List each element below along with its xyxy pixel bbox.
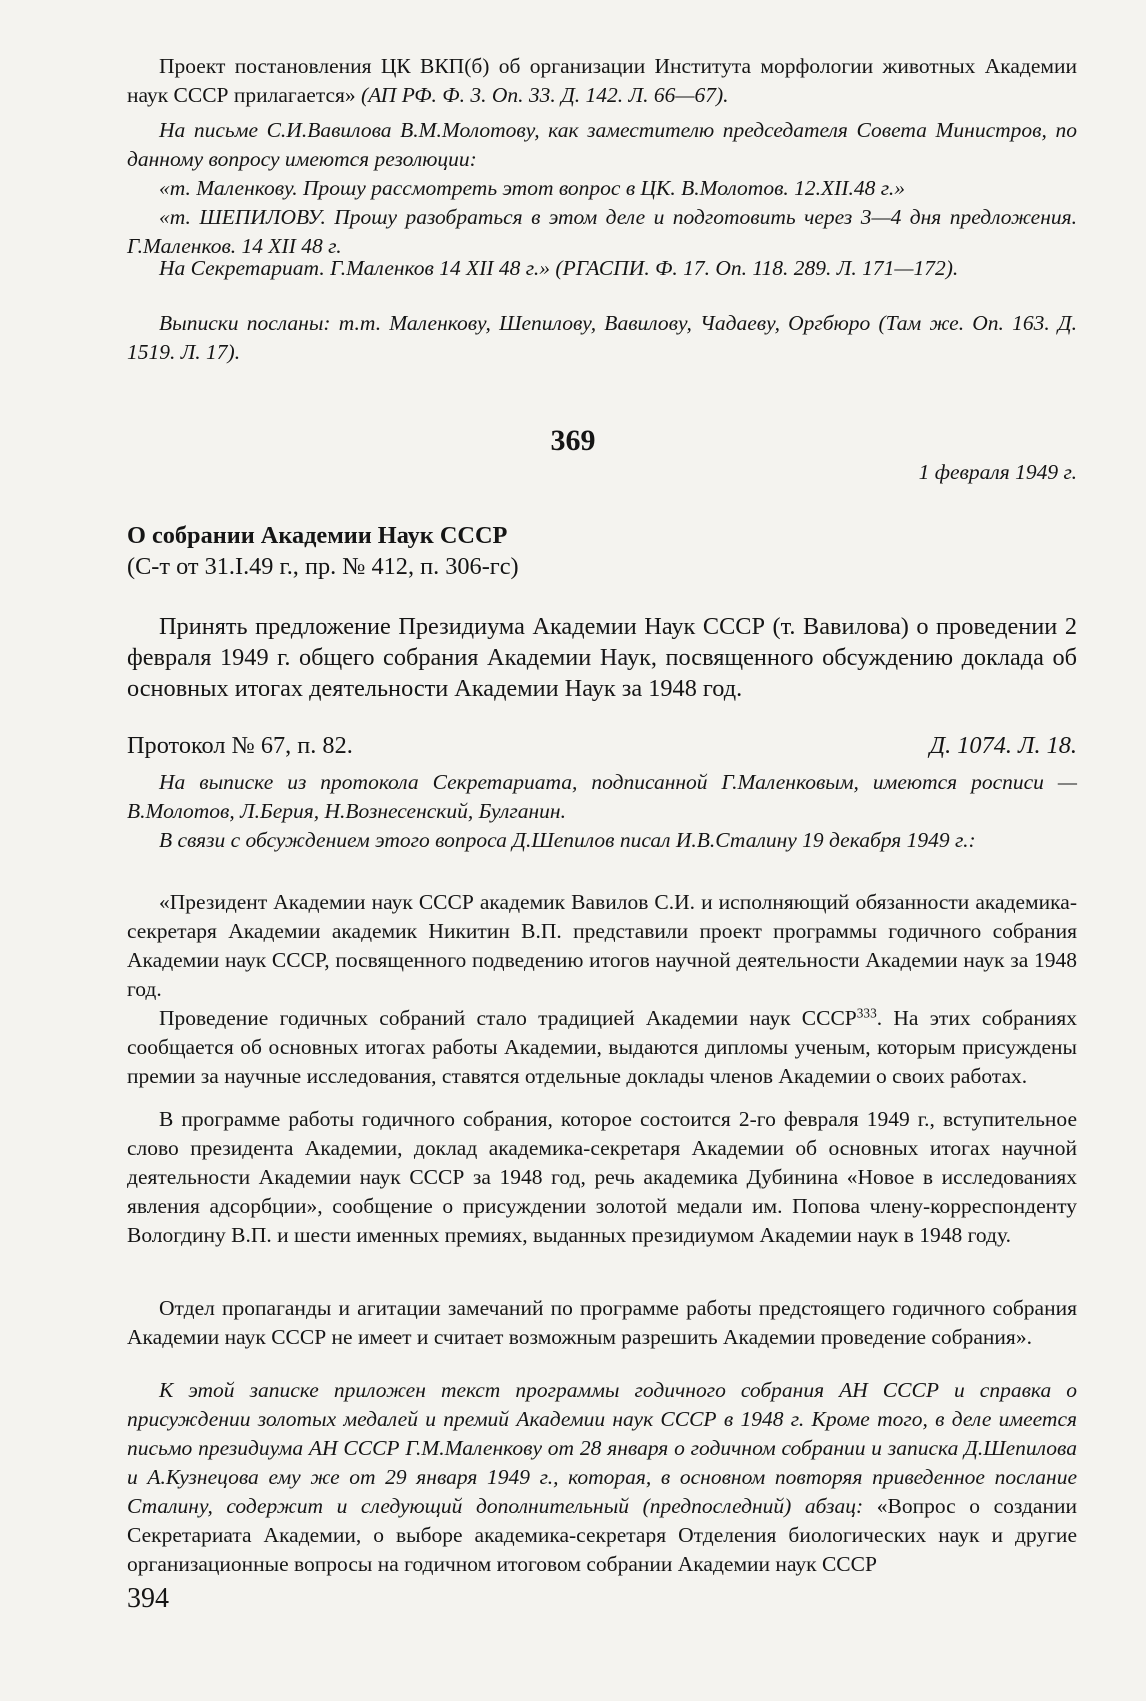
page-number: 394 xyxy=(127,1583,169,1614)
attachment-note-text: К этой записке приложен текст программы годичного собрания АН СССР и справка о присуждении золотых медалей и премий Академии наук СССР в 1948 г. Кроме того, в деле имеется письмо президиума АН СССР Г.М.Маленкову от 28 января о годичном собрании и записка Д.Шепилова и А.Кузнецова ему же от 29 января 1949 г., которая, в основном повторяя приведенное послание Сталину, содержит и следующий дополнительный (предпоследний) абзац: xyxy=(127,1378,1077,1518)
document-subtitle: (С-т от 31.I.49 г., пр. № 412, п. 306-гс) xyxy=(127,553,519,580)
protocol-reference: Д. 1074. Л. 18. xyxy=(929,732,1077,759)
document-date: 1 февраля 1949 г. xyxy=(918,460,1077,484)
document-title: О собрании Академии Наук СССР xyxy=(127,522,508,549)
decision-text: Принять предложение Президиума Академии Наук СССР (т. Вавилова) о проведении 2 февраля 1949 г. общего собрания Академии Наук, посвященного обсуждению доклада об основных итогах деятельности Академии Наук за 1948 год. xyxy=(127,613,1077,702)
letter-paragraph-2 xyxy=(127,1004,1077,1091)
resolutions-note: На письме С.И.Вавилова В.М.Молотову, как заместителю председателя Совета Министров, по данному вопросу имеются резолюции: xyxy=(127,118,1077,171)
intro-paragraph xyxy=(127,52,1077,110)
attachment-note xyxy=(127,1376,1077,1579)
attachment-quote: «Вопрос о создании Секретариата Академии, о выборе академика-секретаря Отделения биологических наук и другие организационные вопросы на годичном итоговом собрании Академии наук СССР xyxy=(127,1494,1077,1576)
resolution-secretariat: На Секретариат. Г.Маленков 14 XII 48 г.» (РГАСПИ. Ф. 17. Оп. 118. 289. Л. 171—172). xyxy=(159,256,959,280)
letter-paragraph-4: Отдел пропаганды и агитации замечаний по программе работы предстоящего годичного собрания Академии наук СССР не имеет и считает возможным разрешить Академии проведение собрания». xyxy=(127,1296,1077,1349)
resolution-malenkov: «т. ШЕПИЛОВУ. Прошу разобраться в этом деле и подготовить через 3—4 дня предложения. Г.Маленков. 14 XII 48 г. xyxy=(127,205,1077,258)
resolution-molotov: «т. Маленкову. Прошу рассмотреть этот вопрос в ЦК. В.Молотов. 12.XII.48 г.» xyxy=(159,176,905,200)
document-number: 369 xyxy=(550,424,596,457)
protocol-number: Протокол № 67, п. 82. xyxy=(127,732,353,759)
archive-reference: (АП РФ. Ф. 3. Оп. 33. Д. 142. Л. 66—67). xyxy=(361,83,729,107)
footnote-marker: 333 xyxy=(856,1005,877,1021)
letter-paragraph-1: «Президент Академии наук СССР академик Вавилов С.И. и исполняющий обязанности академика-секретаря Академии академик Никитин В.П. представили проект программы годичного собрания Академии наук СССР, посвященного подведению итогов научной деятельности Академии наук за 1948 год. xyxy=(127,890,1077,1001)
extracts-note: Выписки посланы: т.т. Маленкову, Шепилову, Вавилову, Чадаеву, Оргбюро (Там же. Оп. 163. Д. 1519. Л. 17). xyxy=(127,311,1077,364)
letter-paragraph-3: В программе работы годичного собрания, которое состоится 2-го февраля 1949 г., вступительное слово президента Академии, доклад академика-секретаря Академии об основных итогах научной деятельности Академии наук СССР за 1948 год, речь академика Дубинина «Новое в исследованиях явления адсорбции», сообщение о присуждении золотой медали им. Попова члену-корреспонденту Вологдину В.П. и шести именных премиях, выданных президиумом Академии наук в 1948 году. xyxy=(127,1107,1077,1247)
shepilov-note: В связи с обсуждением этого вопроса Д.Шепилов писал И.В.Сталину 19 декабря 1949 г.: xyxy=(159,828,976,852)
signatures-note: На выписке из протокола Секретариата, подписанной Г.Маленковым, имеются росписи — В.Молотов, Л.Берия, Н.Вознесенский, Булганин. xyxy=(127,770,1077,823)
letter-paragraph-2-end: . На этих собраниях сообщается об основных итогах работы Академии, выдаются дипломы ученым, которым присуждены премии за научные исследования, ставятся отдельные доклады членов Академии о своих работах. xyxy=(127,1006,1077,1088)
intro-text: Проект постановления ЦК ВКП(б) об организации Института морфологии животных Академии наук СССР прилагается» xyxy=(127,54,1077,107)
letter-paragraph-2-start: Проведение годичных собраний стало традицией Академии наук СССР xyxy=(159,1006,857,1030)
